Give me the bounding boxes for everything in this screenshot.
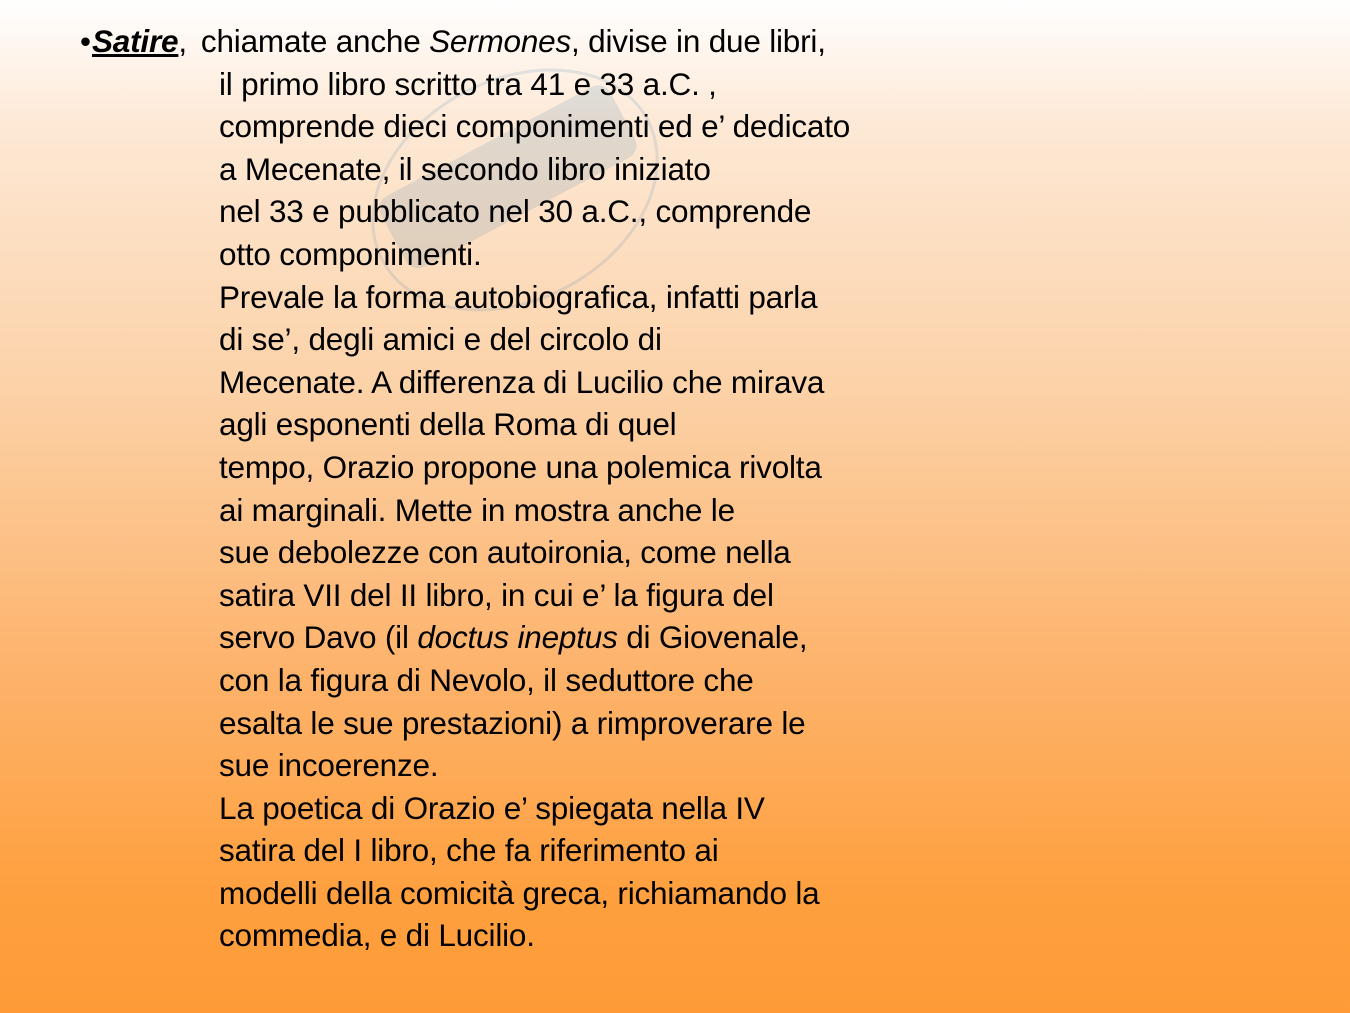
text-line: sue debolezze con autoironia, come nella bbox=[219, 534, 791, 571]
text-line: di se’, degli amici e del circolo di bbox=[219, 321, 662, 358]
text-line: il primo libro scritto tra 41 e 33 a.C. , bbox=[219, 65, 717, 102]
text-line: modelli della comicità greca, richiamando la bbox=[219, 874, 820, 911]
text-line: comprende dieci componimenti ed e’ dedicato bbox=[219, 108, 851, 145]
bullet-icon: • bbox=[80, 23, 91, 59]
text-line: agli esponenti della Roma di quel bbox=[219, 406, 677, 443]
satire-title: Satire bbox=[92, 23, 179, 59]
text-line: ai marginali. Mette in mostra anche le bbox=[219, 491, 735, 528]
text-line: tempo, Orazio propone una polemica rivolta bbox=[219, 448, 822, 485]
text-line: nel 33 e pubblicato nel 30 a.C., comprende bbox=[219, 193, 812, 230]
text-line: a Mecenate, il secondo libro iniziato bbox=[219, 150, 711, 187]
text-line: La poetica di Orazio e’ spiegata nella IV bbox=[219, 789, 765, 826]
text-line: otto componimenti. bbox=[219, 235, 482, 272]
sermones-italic: Sermones bbox=[429, 23, 572, 59]
text-line: con la figura di Nevolo, il seduttore che bbox=[219, 661, 754, 698]
first-line-post: , divise in due libri, bbox=[571, 23, 826, 59]
text-line: Mecenate. A differenza di Lucilio che mirava bbox=[219, 363, 825, 400]
bullet-line bbox=[80, 20, 850, 63]
davo-post: di Giovenale, bbox=[617, 619, 808, 656]
first-line-pre: chiamate anche bbox=[200, 23, 430, 59]
davo-pre: servo Davo (il bbox=[219, 619, 418, 656]
text-line: commedia, e di Lucilio. bbox=[219, 917, 535, 954]
text-line: Prevale la forma autobiografica, infatti parla bbox=[219, 278, 818, 315]
text-line: sue incoerenze. bbox=[219, 747, 439, 784]
text-line: satira del I libro, che fa riferimento ai bbox=[219, 832, 719, 869]
text-line: esalta le sue prestazioni) a rimproverare le bbox=[219, 704, 806, 741]
doctus-ineptus-italic: doctus ineptus bbox=[417, 619, 618, 656]
slide-body bbox=[80, 20, 850, 957]
text-line: satira VII del II libro, in cui e’ la figura del bbox=[219, 576, 774, 613]
davo-line bbox=[80, 616, 850, 659]
title-comma: , bbox=[178, 23, 187, 59]
